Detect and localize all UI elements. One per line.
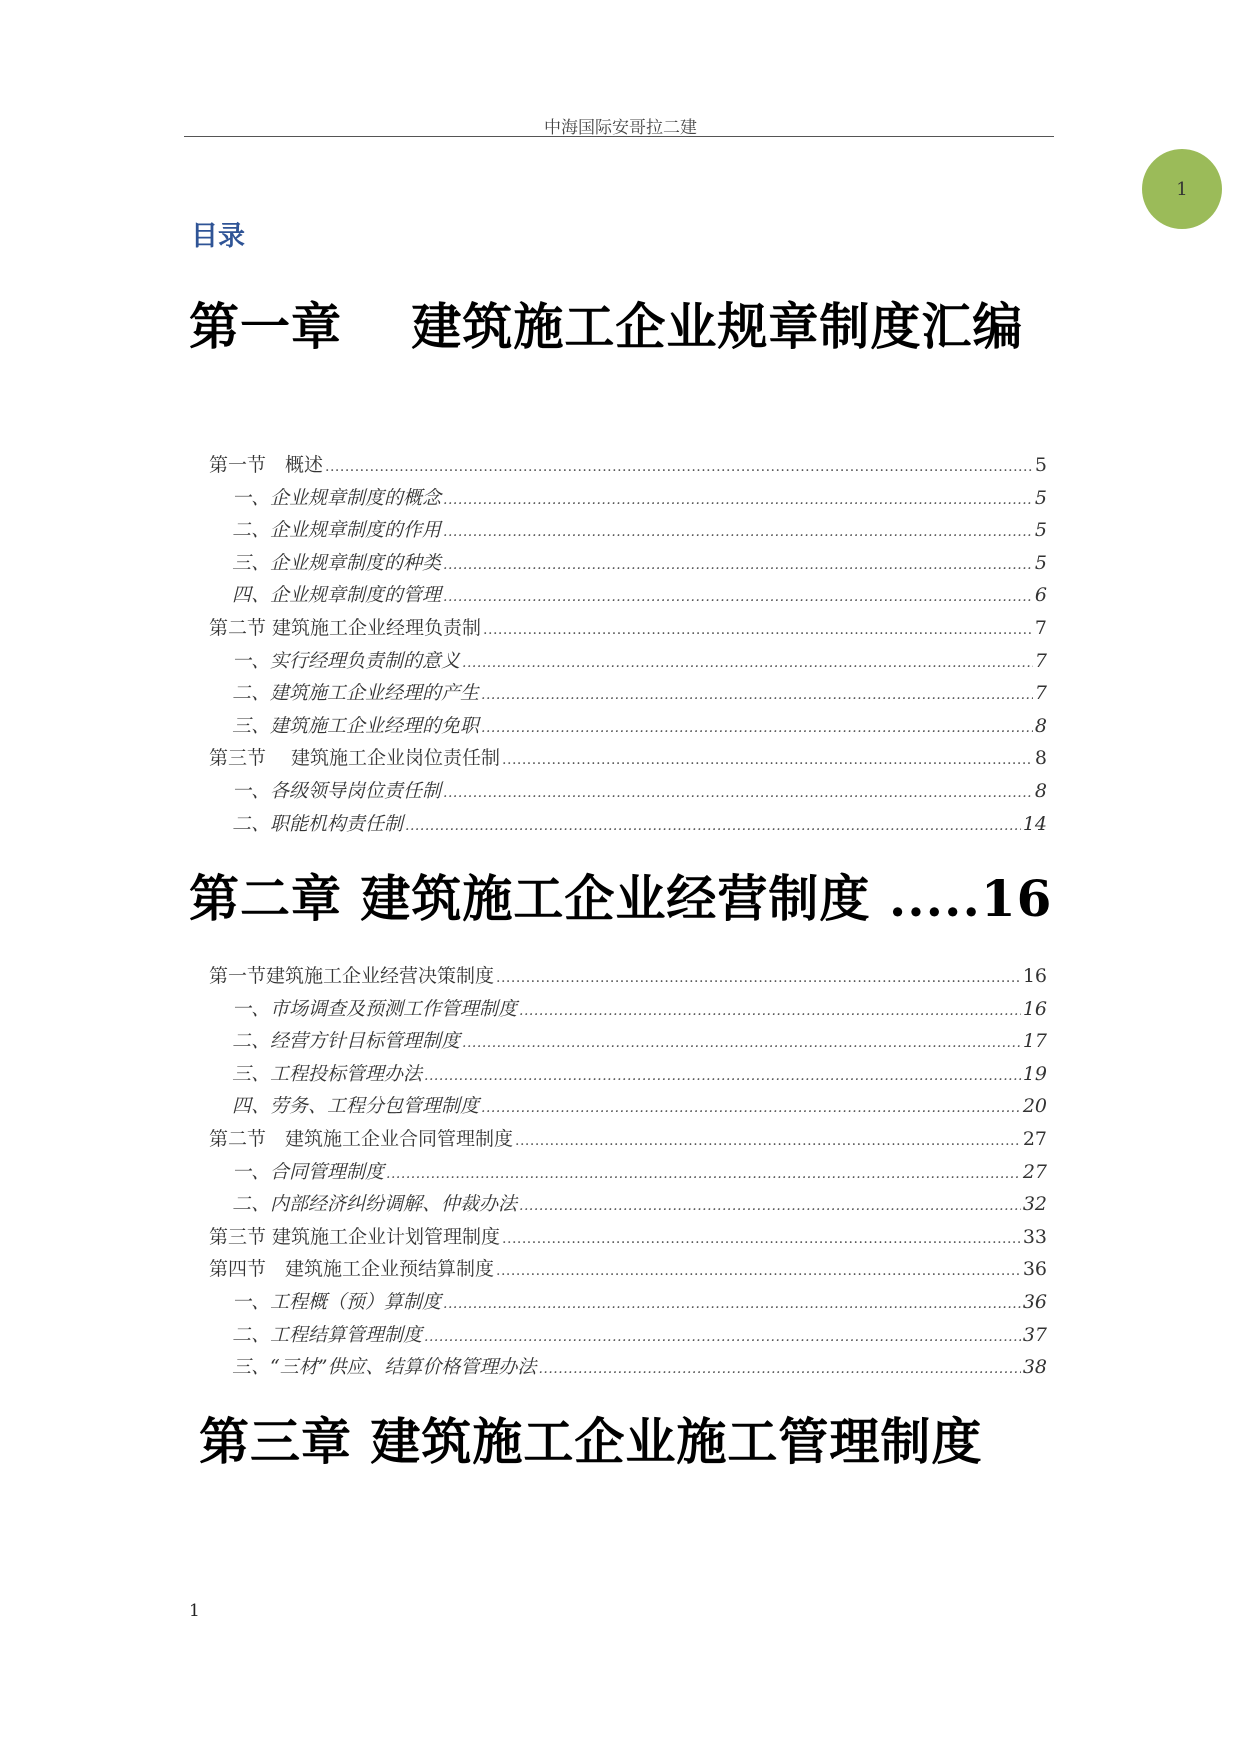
toc-entry-page: 38 [1022, 1356, 1047, 1379]
toc-entry-leader [386, 1159, 1021, 1189]
toc-entry-leader [443, 1289, 1021, 1319]
toc-entry-inner [209, 961, 1047, 993]
toc-entry[interactable] [0, 809, 1241, 839]
toc-entry-label: 第一节 概述 [209, 454, 324, 476]
chapter-2-heading[interactable]: 第二章 建筑施工企业经营制度 .....16 [189, 869, 1053, 928]
toc-entry-label: 二、内部经济纠纷调解、仲裁办法 [232, 1193, 518, 1216]
toc-entry-label: 第二节 建筑施工企业合同管理制度 [209, 1128, 514, 1150]
toc-entry[interactable] [0, 1320, 1241, 1350]
toc-entry-label: 二、工程结算管理制度 [232, 1323, 423, 1346]
toc-entry[interactable] [0, 994, 1241, 1024]
toc-entry-leader [481, 680, 1033, 710]
toc-entry-inner [209, 450, 1047, 482]
toc-entry-page: 19 [1022, 1062, 1047, 1085]
toc-entry-leader [519, 996, 1021, 1026]
toc-entry[interactable] [0, 580, 1241, 610]
toc-entry-leader [481, 1093, 1021, 1123]
toc-entry-page: 8 [1034, 714, 1047, 737]
toc-entry-page: 6 [1034, 584, 1047, 607]
toc-entry-inner [232, 809, 1047, 841]
toc-entry-leader [481, 713, 1033, 743]
toc-entry-page: 7 [1034, 649, 1047, 672]
toc-entry-inner [209, 1254, 1047, 1286]
toc-entry[interactable] [0, 1189, 1241, 1219]
toc-entry[interactable] [0, 515, 1241, 545]
toc-entry-page: 20 [1022, 1095, 1047, 1118]
toc-entry-leader [519, 1191, 1021, 1221]
toc-entry-label: 第二节 建筑施工企业经理负责制 [209, 617, 482, 639]
toc-entry-page: 7 [1034, 682, 1047, 705]
toc-entry-inner [232, 994, 1047, 1026]
toc-entry-leader [538, 1354, 1020, 1384]
toc-entry-inner [232, 580, 1047, 612]
toc-entry-inner [232, 548, 1047, 580]
toc-entry-leader [443, 517, 1033, 547]
toc-entry-leader [405, 811, 1021, 841]
toc-entry-label: 二、企业规章制度的作用 [232, 519, 442, 542]
toc-entry-leader [483, 615, 1033, 645]
toc-entry-label: 二、职能机构责任制 [232, 812, 404, 835]
toc-entry-label: 一、企业规章制度的概念 [232, 486, 442, 509]
toc-entry-page: 27 [1022, 1128, 1047, 1150]
toc-entry-label: 第三节 建筑施工企业岗位责任制 [209, 747, 501, 770]
toc-entry[interactable] [0, 450, 1241, 480]
toc-entry[interactable] [0, 1222, 1241, 1252]
toc-entry-page: 36 [1022, 1258, 1047, 1281]
toc-entry-label: 一、市场调查及预测工作管理制度 [232, 997, 518, 1020]
toc-entry-page: 17 [1022, 1030, 1047, 1053]
toc-entry-page: 14 [1022, 812, 1047, 835]
toc-entry-page: 37 [1022, 1323, 1047, 1346]
toc-entry-leader [443, 582, 1033, 612]
toc-entry-inner [232, 1352, 1047, 1384]
toc-entry-label: 三、企业规章制度的种类 [232, 551, 442, 574]
toc-entry-inner [232, 646, 1047, 678]
toc-entry-leader [496, 963, 1021, 993]
toc-entry-leader [462, 1028, 1021, 1058]
toc-entry-label: 四、劳务、工程分包管理制度 [232, 1095, 480, 1118]
toc-entry-label: 第三节 建筑施工企业计划管理制度 [209, 1225, 501, 1248]
toc-entry-inner [232, 1026, 1047, 1058]
toc-entry-page: 33 [1022, 1225, 1047, 1248]
toc-entry-page: 5 [1034, 551, 1047, 574]
toc-entry-inner [232, 1091, 1047, 1123]
toc-entry-page: 5 [1034, 519, 1047, 542]
toc-entry[interactable] [0, 776, 1241, 806]
toc-entry-leader [443, 550, 1033, 580]
toc-entry-label: 三、“三材”供应、结算价格管理办法 [232, 1356, 537, 1379]
toc-entry[interactable] [0, 613, 1241, 643]
toc-entry[interactable] [0, 548, 1241, 578]
toc-entry-page: 32 [1022, 1193, 1047, 1216]
toc-entry-inner [232, 515, 1047, 547]
toc-entry-leader [502, 745, 1033, 775]
toc-entry[interactable] [0, 1157, 1241, 1187]
toc-entry-inner [209, 743, 1047, 775]
toc-entry-inner [232, 1287, 1047, 1319]
toc-entry-inner [209, 613, 1047, 645]
toc-entry-label: 二、建筑施工企业经理的产生 [232, 682, 480, 705]
toc-entry-inner [232, 1157, 1047, 1189]
toc-entry[interactable] [0, 1287, 1241, 1317]
toc-entry-page: 8 [1034, 747, 1047, 770]
toc-entry-label: 三、建筑施工企业经理的免职 [232, 714, 480, 737]
toc-entry-label: 一、实行经理负责制的意义 [232, 649, 461, 672]
header-text: 中海国际安哥拉二建 [544, 118, 697, 138]
toc-entry-leader [443, 778, 1033, 808]
toc-entry-leader [462, 648, 1033, 678]
toc-entry-inner [232, 1189, 1047, 1221]
chapter-3-heading[interactable]: 第三章 建筑施工企业施工管理制度 [199, 1412, 983, 1471]
toc-entry[interactable] [0, 678, 1241, 708]
header-rule [184, 136, 1054, 137]
toc-entry-label: 二、经营方针目标管理制度 [232, 1030, 461, 1053]
toc-entry-leader [325, 452, 1033, 482]
toc-entry-label: 一、合同管理制度 [232, 1160, 385, 1183]
toc-entry-leader [424, 1061, 1021, 1091]
toc-entry[interactable] [0, 1026, 1241, 1056]
toc-entry-page: 5 [1034, 486, 1047, 509]
toc-entry-leader [515, 1126, 1021, 1156]
toc-entry-inner [232, 776, 1047, 808]
toc-entry-label: 一、各级领导岗位责任制 [232, 780, 442, 802]
toc-entry-label: 四、企业规章制度的管理 [232, 584, 442, 607]
toc-entry-page: 16 [1022, 965, 1047, 987]
toc-entry[interactable] [0, 1124, 1241, 1154]
toc-entry-leader [443, 485, 1033, 515]
toc-entry-inner [232, 711, 1047, 743]
toc-entry-page: 16 [1022, 997, 1047, 1020]
toc-entry[interactable] [0, 1254, 1241, 1284]
toc-entry[interactable] [0, 1352, 1241, 1382]
toc-entry-leader [496, 1256, 1021, 1286]
toc-entry-inner [209, 1222, 1047, 1254]
chapter-1-heading[interactable]: 第一章 建筑施工企业规章制度汇编 [189, 297, 1024, 356]
toc-title: 目录 [191, 221, 245, 252]
toc-entry[interactable] [0, 1059, 1241, 1089]
toc-entry-inner [232, 483, 1047, 515]
toc-entry-page: 8 [1034, 780, 1047, 802]
toc-entry[interactable] [0, 961, 1241, 991]
toc-entry[interactable] [0, 1091, 1241, 1121]
toc-entry-leader [424, 1322, 1021, 1352]
toc-entry[interactable] [0, 646, 1241, 676]
footer-page-number: 1 [189, 1601, 200, 1621]
toc-entry-page: 36 [1022, 1291, 1047, 1313]
toc-entry-inner [232, 1059, 1047, 1091]
toc-entry-label: 第一节建筑施工企业经营决策制度 [209, 965, 495, 987]
toc-entry-label: 第四节 建筑施工企业预结算制度 [209, 1258, 495, 1281]
toc-entry[interactable] [0, 743, 1241, 773]
toc-entry[interactable] [0, 483, 1241, 513]
page-number-badge: 1 [1142, 149, 1222, 229]
toc-entry-leader [502, 1224, 1021, 1254]
toc-entry-inner [232, 1320, 1047, 1352]
toc-entry-page: 27 [1022, 1160, 1047, 1183]
toc-entry-inner [232, 678, 1047, 710]
toc-entry[interactable] [0, 711, 1241, 741]
toc-entry-page: 7 [1034, 617, 1047, 639]
toc-entry-label: 一、工程概（预）算制度 [232, 1291, 442, 1313]
toc-entry-page: 5 [1034, 454, 1047, 476]
toc-entry-label: 三、工程投标管理办法 [232, 1062, 423, 1085]
toc-entry-inner [209, 1124, 1047, 1156]
